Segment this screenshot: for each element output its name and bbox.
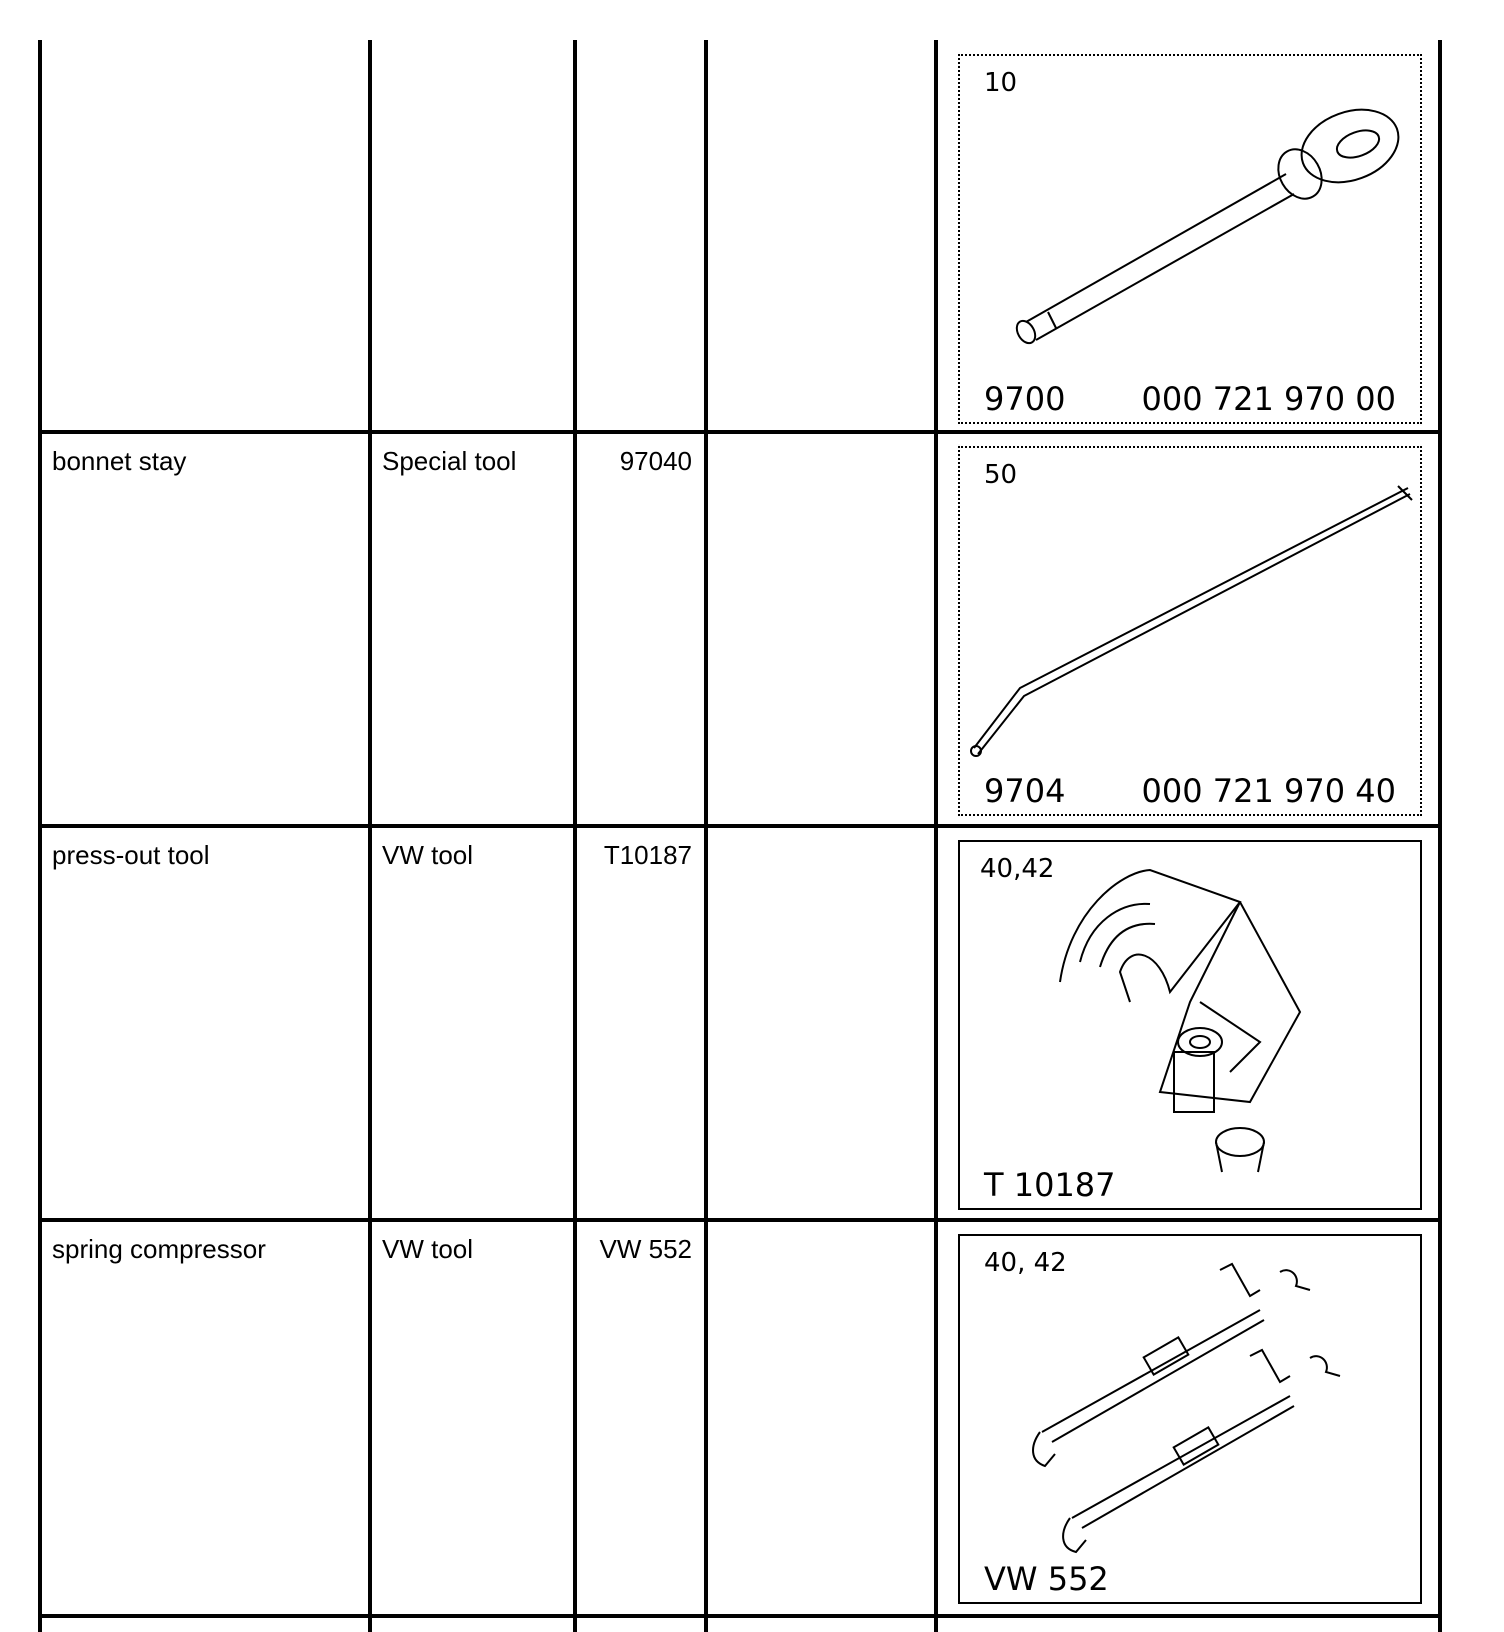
grid-line xyxy=(38,1614,1442,1618)
tool-type: VW tool xyxy=(382,1234,474,1264)
press-out-clamp-icon xyxy=(960,842,1420,1208)
tool-number: 97040 xyxy=(619,446,692,476)
figure-label: 40, 42 xyxy=(984,1248,1067,1278)
figure-label: 40,42 xyxy=(980,854,1055,884)
tool-name: bonnet stay xyxy=(52,446,187,476)
grid-line xyxy=(38,430,1442,434)
tool-image-frame xyxy=(958,446,1422,816)
grid-line xyxy=(573,40,577,1632)
tool-name: press-out tool xyxy=(52,840,210,870)
grid-line xyxy=(38,1218,1442,1222)
tool-image-frame xyxy=(958,1234,1422,1604)
tool-number: VW 552 xyxy=(599,1234,692,1264)
bonnet-stay-rod-icon xyxy=(960,448,1420,814)
figure-number: 9704 xyxy=(984,772,1066,810)
tool-image-frame xyxy=(958,54,1422,424)
eye-bolt-rod-icon xyxy=(960,56,1420,422)
grid-line xyxy=(38,824,1442,828)
tool-name: spring compressor xyxy=(52,1234,266,1264)
grid-line xyxy=(1438,40,1442,1632)
figure-number: T 10187 xyxy=(984,1166,1116,1204)
tool-type: VW tool xyxy=(382,840,474,870)
part-number: 000 721 970 00 xyxy=(1141,380,1396,418)
figure-label: 10 xyxy=(984,68,1018,98)
spring-compressor-icon xyxy=(960,1236,1420,1602)
grid-line xyxy=(934,40,938,1632)
tool-number: T10187 xyxy=(603,840,692,870)
tool-type: Special tool xyxy=(382,446,517,476)
grid-line xyxy=(38,40,42,1632)
grid-line xyxy=(704,40,708,1632)
figure-label: 50 xyxy=(984,460,1018,490)
grid-line xyxy=(368,40,372,1632)
tool-image-frame xyxy=(958,840,1422,1210)
figure-number: VW 552 xyxy=(984,1560,1109,1598)
figure-number: 9700 xyxy=(984,380,1066,418)
part-number: 000 721 970 40 xyxy=(1141,772,1396,810)
